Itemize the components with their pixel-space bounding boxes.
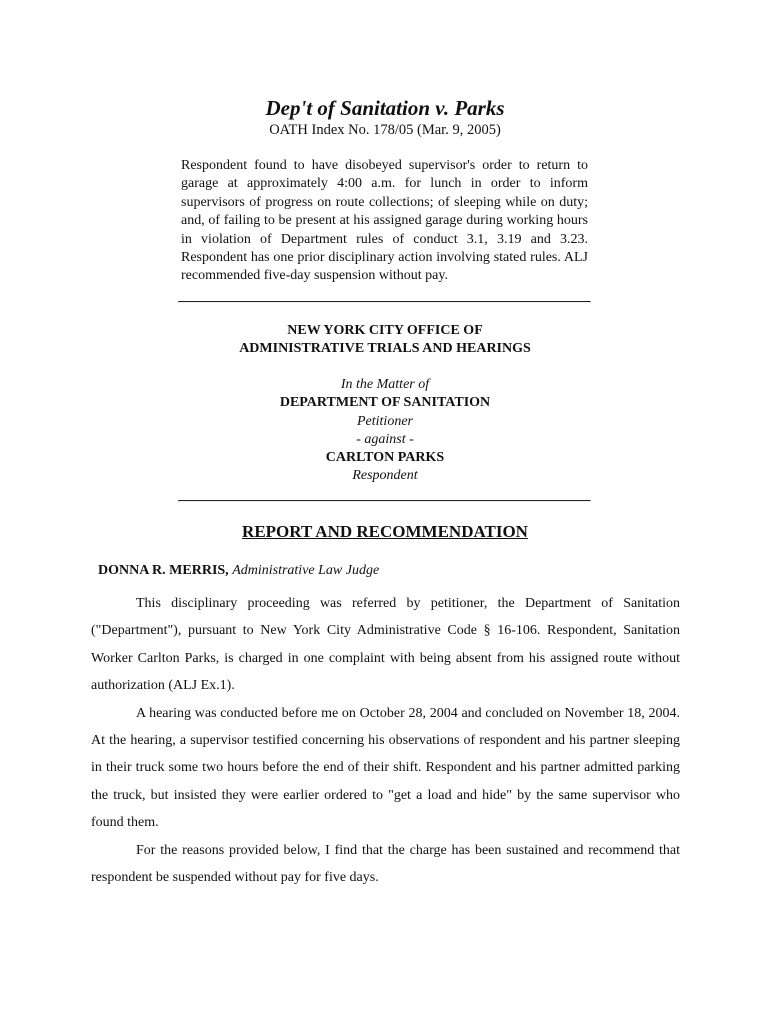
case-title: Dep't of Sanitation v. Parks (265, 96, 505, 120)
report-body (91, 590, 680, 891)
paragraph-1: This disciplinary proceeding was referred by petitioner, the Department of Sanitation ("Department"), pursuant to New York City Administrative Code § 16-106. Respondent, Sanitation Worker Carlton Parks, is charged in one complaint with being absent from his assigned route without authorization (ALJ Ex.1). (91, 596, 680, 694)
judge-name: DONNA R. MERRIS, (98, 563, 229, 578)
petitioner-label: Petitioner (357, 413, 413, 429)
report-heading: REPORT AND RECOMMENDATION (242, 522, 528, 541)
divider-top (178, 301, 591, 303)
agency-line-1: NEW YORK CITY OFFICE OF (287, 323, 483, 338)
agency-line-2: ADMINISTRATIVE TRIALS AND HEARINGS (239, 341, 531, 356)
against-label: - against - (356, 431, 414, 447)
case-caption (0, 376, 770, 486)
respondent-name: CARLTON PARKS (325, 450, 445, 466)
petitioner-name: DEPARTMENT OF SANITATION (279, 395, 491, 411)
index-line: OATH Index No. 178/05 (Mar. 9, 2005) (269, 122, 501, 138)
judge-title: Administrative Law Judge (232, 563, 380, 578)
case-summary: Respondent found to have disobeyed supervisor's order to return to garage at approximately 4:00 a.m. for lunch in order to inform supervisors of progress on route collections; of sleeping while on duty; and, of failing to be present at his assigned garage during working hours in violation of Department rules of conduct 3.1, 3.19 and 3.23. Respondent has one prior disciplinary action involving stated rules. ALJ recommended five-day suspension without pay. (181, 158, 588, 284)
paragraph-3: For the reasons provided below, I find that the charge has been sustained and recommend that respondent be suspended without pay for five days. (91, 842, 680, 886)
judge-line (98, 563, 379, 579)
paragraph-2: A hearing was conducted before me on October 28, 2004 and concluded on November 18, 2004. At the hearing, a supervisor testified concerning his observations of respondent and his partner sleeping in their truck some two hours before the end of their shift. Respondent and his partner admitted parking the truck, but insisted they were earlier ordered to "get a load and hide" by the same supervisor who found them. (91, 705, 680, 831)
in-the-matter: In the Matter of (340, 377, 430, 392)
divider-bottom (178, 500, 591, 502)
agency-block (0, 322, 770, 358)
respondent-label: Respondent (352, 468, 418, 484)
